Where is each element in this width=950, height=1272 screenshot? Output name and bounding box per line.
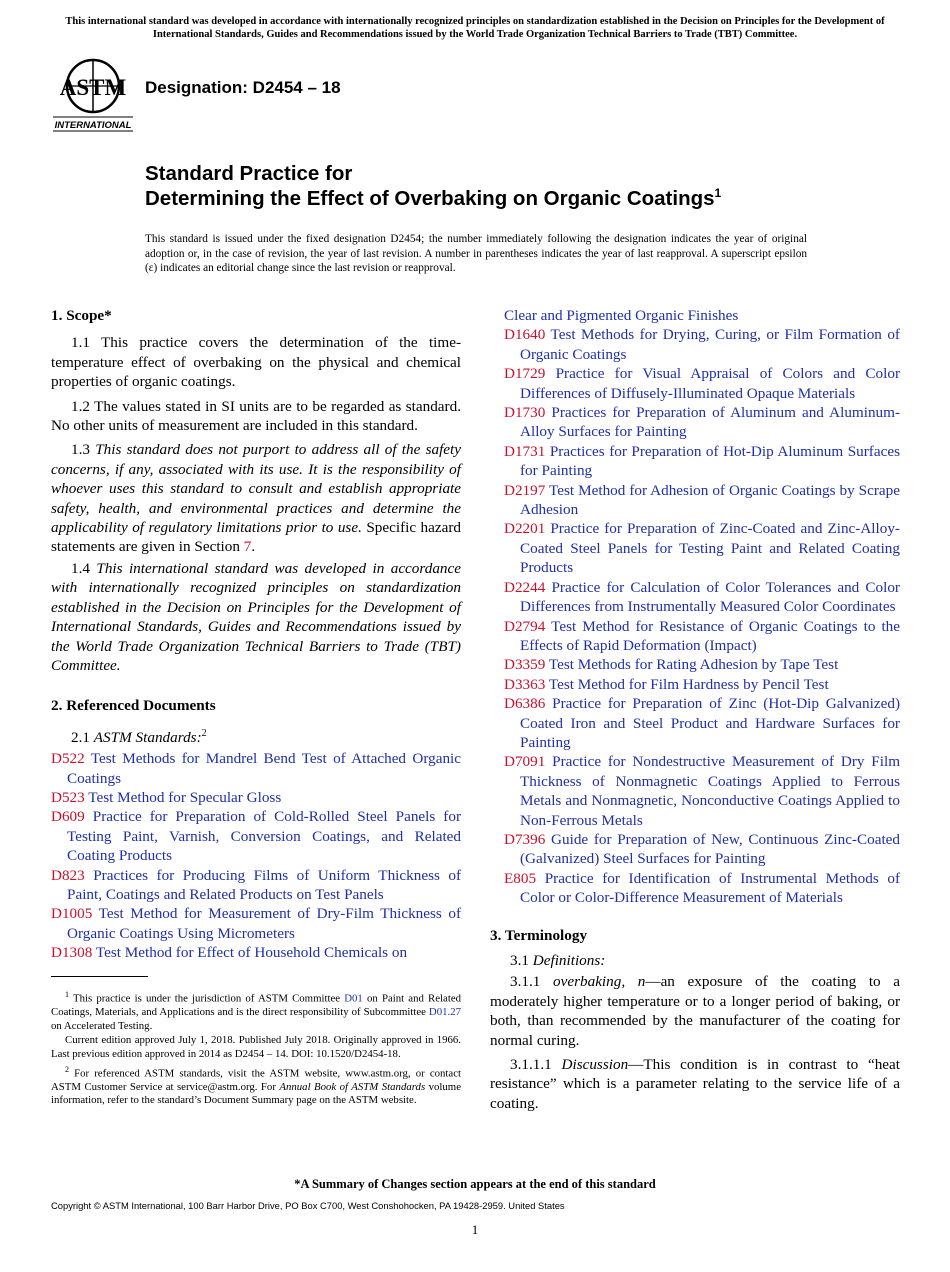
- reference-title-link[interactable]: Test Method for Resistance of Organic Coatings to the Effects of Rapid Deformation (Impact): [520, 617, 900, 654]
- reference-item: [490, 325, 900, 364]
- footnote-2-text-a: For referenced ASTM standards, visit the ASTM website, www.astm.org, or contact ASTM Customer Service at service@astm.org. For: [51, 1067, 461, 1093]
- reference-title-link[interactable]: Test Method for Film Hardness by Pencil Test: [548, 675, 829, 693]
- reference-title-link[interactable]: Test Method for Adhesion of Organic Coatings by Scrape Adhesion: [520, 481, 901, 519]
- reference-title-link[interactable]: Test Method for Effect of Household Chemicals on: [95, 944, 408, 962]
- definitions-text: Definitions:: [532, 952, 606, 969]
- definition-number: 3.1.1: [510, 973, 541, 991]
- reference-code-link[interactable]: D6386: [504, 695, 546, 713]
- refdocs-heading: 2. Referenced Documents: [51, 697, 216, 715]
- reference-code-link[interactable]: D609: [51, 808, 85, 826]
- scope-1-2: 1.2 The values stated in SI units are to be regarded as standard. No other units of measurement are included in this standard.: [51, 397, 461, 435]
- reference-code-link[interactable]: D2197: [504, 481, 546, 499]
- title-main: Determining the Effect of Overbaking on Organic Coatings: [145, 186, 715, 210]
- trade-notice: This international standard was developed in accordance with internationally recognized principles on standardization established in the Decision on Principles for the Development of International Standards, Guides and Recommendations issued by the World Trade Organization Technical Barriers to Trade (TBT) Committee.: [65, 16, 885, 40]
- reference-title-link[interactable]: Test Method for Specular Gloss: [88, 789, 282, 806]
- reference-item: [490, 403, 900, 442]
- reference-title-link[interactable]: Guide for Preparation of New, Continuous Zinc-Coated (Galvanized) Steel Surfaces for Painting: [520, 830, 901, 868]
- reference-continuation: [490, 306, 900, 325]
- reference-item: [51, 788, 461, 807]
- definition-discussion: [490, 1055, 900, 1113]
- reference-title-link[interactable]: Practice for Nondestructive Measurement of Dry Film Thickness of Nonmagnetic Coatings Applied to Ferrous Metals and Nonmagnetic, Nonconductive Coatings Applied to Non-Ferrous Metals: [520, 753, 901, 829]
- reference-item: [490, 869, 900, 908]
- definitions-number: 3.1: [510, 952, 529, 969]
- reference-item: [490, 830, 900, 869]
- reference-title-link[interactable]: Test Methods for Rating Adhesion by Tape Test: [548, 656, 839, 674]
- reference-code-link[interactable]: D1308: [51, 944, 93, 962]
- definition-text: —an exposure of the coating to a moderately higher temperature or to a longer period of baking, or both, than recommended by the manufacturer of the coating for normal curing.: [490, 973, 901, 1049]
- reference-item: [490, 481, 900, 520]
- footnote-1-mark: 1: [65, 990, 69, 999]
- definition-overbaking: [490, 972, 900, 1050]
- footnote-2-italic: Annual Book of ASTM Standards: [279, 1080, 426, 1093]
- reference-title-link[interactable]: Practice for Calculation of Color Tolerances and Color Differences from Instrumentally Measured Color Coordinates: [520, 578, 900, 616]
- reference-item: [51, 866, 461, 905]
- scope-1-4-italic: This international standard was developed in accordance with internationally recognized principles on standardization established in the Decision on Principles for the Development of International Standards, Guides and Recommendations issued by the World Trade Organization Technical Barriers to Trade (TBT) Committee.: [51, 559, 461, 674]
- reference-item: [490, 694, 900, 752]
- footnote-2-text-b: volume information, refer to the standard’s Document Summary page on the ASTM website.: [51, 1080, 461, 1107]
- title-line-1: Standard Practice for: [145, 162, 353, 185]
- subcommittee-d01-27-link[interactable]: D01.27: [428, 1006, 461, 1019]
- reference-title-link[interactable]: Practices for Producing Films of Uniform Thickness of Paint, Coatings and Related Products on Test Panels: [67, 866, 462, 904]
- reference-title-link[interactable]: Practices for Preparation of Aluminum and Aluminum-Alloy Surfaces for Painting: [520, 404, 900, 441]
- astm-standards-number: 2.1: [71, 728, 90, 746]
- summary-of-changes-note: *A Summary of Changes section appears at the end of this standard: [294, 1177, 656, 1191]
- reference-code-link[interactable]: D1729: [504, 365, 546, 383]
- reference-title-link[interactable]: Practice for Preparation of Cold-Rolled Steel Panels for Testing Paint, Varnish, Conversion Coatings, and Related Coating Products: [67, 808, 462, 865]
- left-reference-list: [51, 749, 461, 962]
- reference-title-link[interactable]: Practice for Preparation of Zinc (Hot-Dip Galvanized) Coated Iron and Steel Product and Hardware Surfaces for Painting: [520, 695, 900, 751]
- document-title: [145, 162, 905, 211]
- terminology-heading: 3. Terminology: [490, 926, 588, 944]
- reference-item: [51, 807, 461, 865]
- reference-item: [490, 578, 900, 617]
- reference-continuation-text[interactable]: Clear and Pigmented Organic Finishes: [504, 307, 739, 324]
- copyright-notice: Copyright © ASTM International, 100 Barr Harbor Drive, PO Box C700, West Conshohocken, PA 19428-2959. United States: [51, 1200, 565, 1211]
- section-gap: [51, 680, 461, 696]
- title-line-2: [145, 187, 905, 212]
- definitions-label: [490, 951, 900, 970]
- definition-term: overbaking, n: [553, 973, 646, 991]
- reference-item: [490, 442, 900, 481]
- reference-code-link[interactable]: D823: [51, 866, 85, 884]
- committee-d01-link[interactable]: D01: [344, 992, 363, 1005]
- title-footnote-mark: 1: [714, 185, 722, 200]
- astm-logo: [52, 56, 134, 134]
- reference-title-link[interactable]: Practice for Identification of Instrumental Methods of Color or Color-Difference Measurement of Materials: [520, 869, 901, 907]
- scope-heading: 1. Scope*: [51, 307, 112, 324]
- reference-code-link[interactable]: D2794: [504, 617, 546, 635]
- designation: Designation: D2454 – 18: [145, 78, 341, 97]
- reference-code-link[interactable]: D3363: [504, 675, 546, 693]
- scope-1-3: [51, 440, 461, 556]
- footnotes: [51, 988, 461, 1109]
- scope-1-1: 1.1 This practice covers the determination of the time-temperature effect of overbaking on the physical and chemical properties of organic coatings.: [51, 334, 461, 391]
- reference-item: [490, 364, 900, 403]
- logo-text: ASTM: [59, 75, 127, 100]
- footnote-1-text-c: on Accelerated Testing.: [51, 1019, 153, 1032]
- scope-1-4-number: 1.4: [71, 559, 90, 577]
- scope-1-3-end: .: [251, 538, 256, 556]
- logo-subtext: INTERNATIONAL: [54, 120, 132, 131]
- footnote-1: [51, 988, 461, 1033]
- reference-code-link[interactable]: D1730: [504, 404, 546, 422]
- scope-1-3-tail: Specific hazard statements are given in Section: [51, 519, 462, 556]
- right-reference-list: [490, 325, 900, 907]
- footnote-2: [51, 1063, 461, 1108]
- footnote-1-text-b: on Paint and Related Coatings, Materials, and Applications and is the direct responsibility of Subcommittee: [51, 992, 462, 1019]
- footnote-2-mark: 2: [65, 1064, 69, 1074]
- reference-item: [51, 904, 461, 943]
- reference-code-link[interactable]: D2201: [504, 520, 546, 538]
- reference-code-link[interactable]: D2244: [504, 578, 546, 596]
- astm-standards-label: [51, 724, 461, 747]
- reference-title-link[interactable]: Practice for Preparation of Zinc-Coated and Zinc-Alloy-Coated Steel Panels for Testing Paint and Related Coating Products: [520, 520, 900, 577]
- discussion-number: 3.1.1.1: [510, 1056, 552, 1074]
- reference-code-link[interactable]: D523: [51, 789, 85, 806]
- reference-item: [490, 519, 900, 577]
- reference-code-link[interactable]: D522: [51, 750, 85, 768]
- reference-code-link[interactable]: D7396: [504, 830, 546, 848]
- issuance-note: This standard is issued under the fixed designation D2454; the number immediately following the designation indicates the year of original adoption or, in the case of revision, the year of last revision. A number in parentheses indicates the year of last reapproval. A superscript epsilon (ε) indicates an editorial change since the last revision or reapproval.: [145, 233, 807, 275]
- reference-code-link[interactable]: D7091: [504, 753, 546, 771]
- reference-title-link[interactable]: Test Methods for Mandrel Bend Test of Attached Organic Coatings: [67, 750, 461, 787]
- section-7-link[interactable]: 7: [243, 538, 252, 556]
- footnote-1-text-a: This practice is under the jurisdiction of ASTM Committee: [72, 992, 341, 1005]
- reference-item: [490, 617, 900, 656]
- scope-1-3-italic: This standard does not purport to address all of the safety concerns, if any, associated with its use. It is the responsibility of whoever uses this standard to consult and establish appropriate safety, health, and environmental practices and determine the applicability of regulatory limitations prior to use.: [51, 441, 461, 537]
- section-gap: [490, 908, 900, 926]
- footnote-1-edition: Current edition approved July 1, 2018. Published July 2018. Originally approved in 1966. Last previous edition approved in 2014 as D2454 – 14. DOI: 10.1520/D2454-18.: [51, 1034, 461, 1060]
- scope-1-3-number: 1.3: [71, 441, 90, 459]
- footnote-rule: [51, 976, 148, 977]
- reference-code-link[interactable]: D1731: [504, 442, 546, 460]
- reference-item: [51, 943, 461, 962]
- left-column: [51, 306, 461, 963]
- right-column: [490, 306, 900, 1118]
- astm-logo-graphic: [52, 56, 134, 134]
- reference-item: [490, 675, 900, 694]
- reference-code-link[interactable]: D3359: [504, 656, 546, 674]
- discussion-text: —This condition is in contrast to “heat resistance” which is a parameter relating to the service life of a coating.: [490, 1056, 900, 1112]
- reference-code-link[interactable]: D1640: [504, 326, 546, 344]
- scope-1-4: [51, 559, 461, 675]
- reference-title-link[interactable]: Practice for Visual Appraisal of Colors and Color Differences of Diffusely-Illuminated Opaque Materials: [520, 365, 901, 402]
- reference-code-link[interactable]: E805: [504, 869, 537, 887]
- reference-title-link[interactable]: Test Method for Measurement of Dry-Film Thickness of Organic Coatings Using Micrometers: [67, 905, 461, 942]
- reference-item: [490, 752, 900, 830]
- reference-item: [490, 655, 900, 674]
- astm-standards-footnote-mark: 2: [201, 727, 207, 739]
- discussion-label: Discussion: [561, 1056, 629, 1074]
- page-number: 1: [471, 1222, 479, 1237]
- reference-item: [51, 749, 461, 788]
- astm-standards-text: ASTM Standards:: [93, 728, 202, 746]
- reference-title-link[interactable]: Practices for Preparation of Hot-Dip Aluminum Surfaces for Painting: [520, 442, 900, 480]
- reference-code-link[interactable]: D1005: [51, 905, 93, 923]
- reference-title-link[interactable]: Test Methods for Drying, Curing, or Film Formation of Organic Coatings: [520, 326, 900, 363]
